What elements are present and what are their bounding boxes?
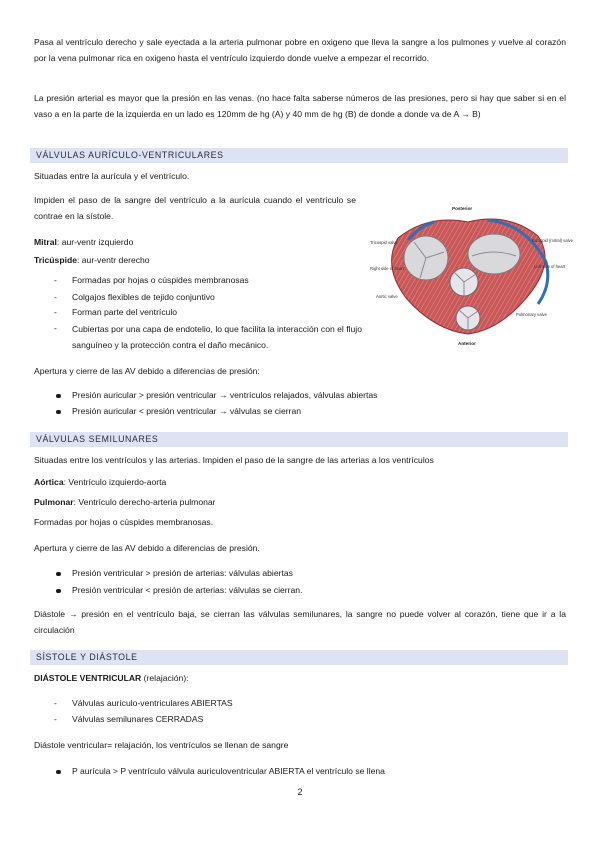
tricuspid-text: : aur-ventr derecho (76, 255, 150, 265)
intro-paragraph-2: La presión arterial es mayor que la presión en las venas. (no hace falta saberse números de las presiones, pero si hay que saber si en el vaso a en la parte de la izquierda en un lado es 120mm de hg (A) y 40 mm de hg (B) de donde a donde va de A → B) (34, 93, 566, 119)
section-heading-av-valves: VÁLVULAS AURÍCULO-VENTRICULARES (30, 148, 568, 163)
page-number: 2 (297, 787, 303, 797)
section-heading-semilunar-valves: VÁLVULAS SEMILUNARES (30, 432, 568, 447)
aortic-label: Aórtica (34, 477, 64, 487)
bullet-icon (56, 589, 61, 594)
av-function: Impiden el paso de la sangre del ventrículo a la aurícula cuando el ventrículo se contrae en la sístole. (34, 195, 356, 221)
label-aortic-valve: Aortic valve (376, 294, 398, 299)
semilunar-location: Situadas entre los ventrículos y las arterias. Impiden el paso de la sangre de las arterias a los ventrículos (34, 455, 434, 465)
diastole-note: Diástole → presión en el ventrículo baja, se cierran las válvulas semilunares, la sangre no puede volver al corazón, tiene que ir a la circulación (34, 609, 566, 635)
bullet-icon (56, 410, 61, 415)
label-left-side: Left side of heart (534, 264, 566, 269)
diastole-subheading (34, 670, 566, 686)
aortic-line (34, 474, 566, 490)
label-right-side: Right side of heart (370, 266, 404, 271)
av-opening: Apertura y cierre de las AV debido a diferencias de presión: (34, 366, 260, 376)
semilunar-opening: Apertura y cierre de las AV debido a diferencias de presión. (34, 543, 260, 553)
heart-valves-figure (368, 200, 573, 348)
bullet-icon (56, 394, 61, 399)
document-page: Pasa al ventrículo derecho y sale eyectada a la arteria pulmonar pobre en oxigeno que lleva la sangre a los pulmones y vuelve al corazón por la vena pulmonar rica en oxigeno hasta el ventrículo izquierdo donde vuelve a empezar el recorrido. La presión arterial es mayor que la presión en las venas. (no hace falta saberse números de las presiones, pero si hay que saber si en el vaso a en la parte de la izquierda en un lado es 120mm de hg (A) y 40 mm de hg (B) de donde a donde va de A → B) VÁLVULAS AURÍCULO-VENTRICULARES Situadas entre la aurícula y el ventrículo. Impiden el paso de la sangre del ventrículo a la aurícula cuando el ventrículo se contrae en la sístole. Mitral: aur-ventr izquierdo Tricúspide: aur-ventr derecho - Formadas por hojas o cúspides membranosas - Colgajos flexibles de tejido conjuntivo - Forman parte del ventrículo - Cubiertas por una capa de endotelio, lo que facilita la interacción con el flujo sanguíneo y la protección contra el daño mecánico. Posterior Anterior Tricuspid valve Bicuspid (mitral) valve Right side of heart Left side of heart Aortic valve Pulmonary valve Apertura y cierre de las AV debido a diferencias de presión: Presión auricular > presión ventricular → ventrículos relajados, válvulas abiertas Presión auricular < presión ventricular → válvulas se cierran VÁLVULAS SEMILUNARES Situadas entre los ventrículos y las arterias. Impiden el paso de la sangre de las arterias a los ventrículos Aórtica: Ventrículo izquierdo-aorta Pulmonar: Ventrículo derecho-arteria pulmonar Formadas por hojas o cúspides membranosas. Apertura y cierre de las AV debido a diferencias de presión. Presión ventricular > presión de arterias: válvulas abiertas Presión ventricular < presión de arterias: válvulas se cierran. Diástole → presión en el ventrículo baja, se cierran las válvulas semilunares, la sangre no puede volver al corazón, tiene que ir a la circulación SÍSTOLE Y DIÁSTOLE DIÁSTOLE VENTRICULAR (relajación): - Válvulas aurículo-ventriculares ABIERTAS - Válvulas semilunares CERRADAS Diástole ventricular= relajación, los ventrículos se llenan de sangre P aurícula > P ventrículo válvula auriculoventricular ABIERTA el ventrículo se llena 2 (0, 0, 600, 848)
av-location: Situadas entre la aurícula y el ventrículo. (34, 171, 190, 181)
mitral-text: : aur-ventr izquierdo (56, 237, 134, 247)
pulmonary-text: : Ventrículo derecho-arteria pulmonar (73, 497, 216, 507)
semilunar-formed: Formadas por hojas o cúspides membranosas. (34, 517, 214, 527)
pulmonary-label: Pulmonar (34, 497, 74, 507)
bullet-icon (56, 572, 61, 577)
aortic-text: : Ventrículo izquierdo-aorta (63, 477, 167, 487)
bullet-icon (56, 770, 61, 775)
label-tricuspid-valve: Tricuspid valve (370, 240, 398, 245)
diastole-definition: Diástole ventricular= relajación, los ventrículos se llenan de sangre (34, 740, 289, 750)
section-heading-systole-diastole: SÍSTOLE Y DIÁSTOLE (30, 650, 568, 665)
pulmonary-line (34, 494, 566, 510)
diastole-subheading-bold: DIÁSTOLE VENTRICULAR (34, 673, 142, 683)
diastole-subheading-rest: (relajación): (141, 673, 189, 683)
label-anterior: Anterior (458, 341, 476, 346)
tricuspid-label: Tricúspide (34, 255, 77, 265)
label-pulmonary-valve: Pulmonary valve (516, 312, 547, 317)
intro-paragraph-1: Pasa al ventrículo derecho y sale eyectada a la arteria pulmonar pobre en oxigeno que lleva la sangre a los pulmones y vuelve al corazón por la vena pulmonar rica en oxigeno hasta el ventrículo izquierdo donde vuelve a empezar el recorrido. (34, 37, 566, 63)
label-bicuspid-valve: Bicuspid (mitral) valve (532, 238, 573, 243)
mitral-label: Mitral (34, 237, 57, 247)
label-posterior: Posterior (452, 206, 473, 211)
